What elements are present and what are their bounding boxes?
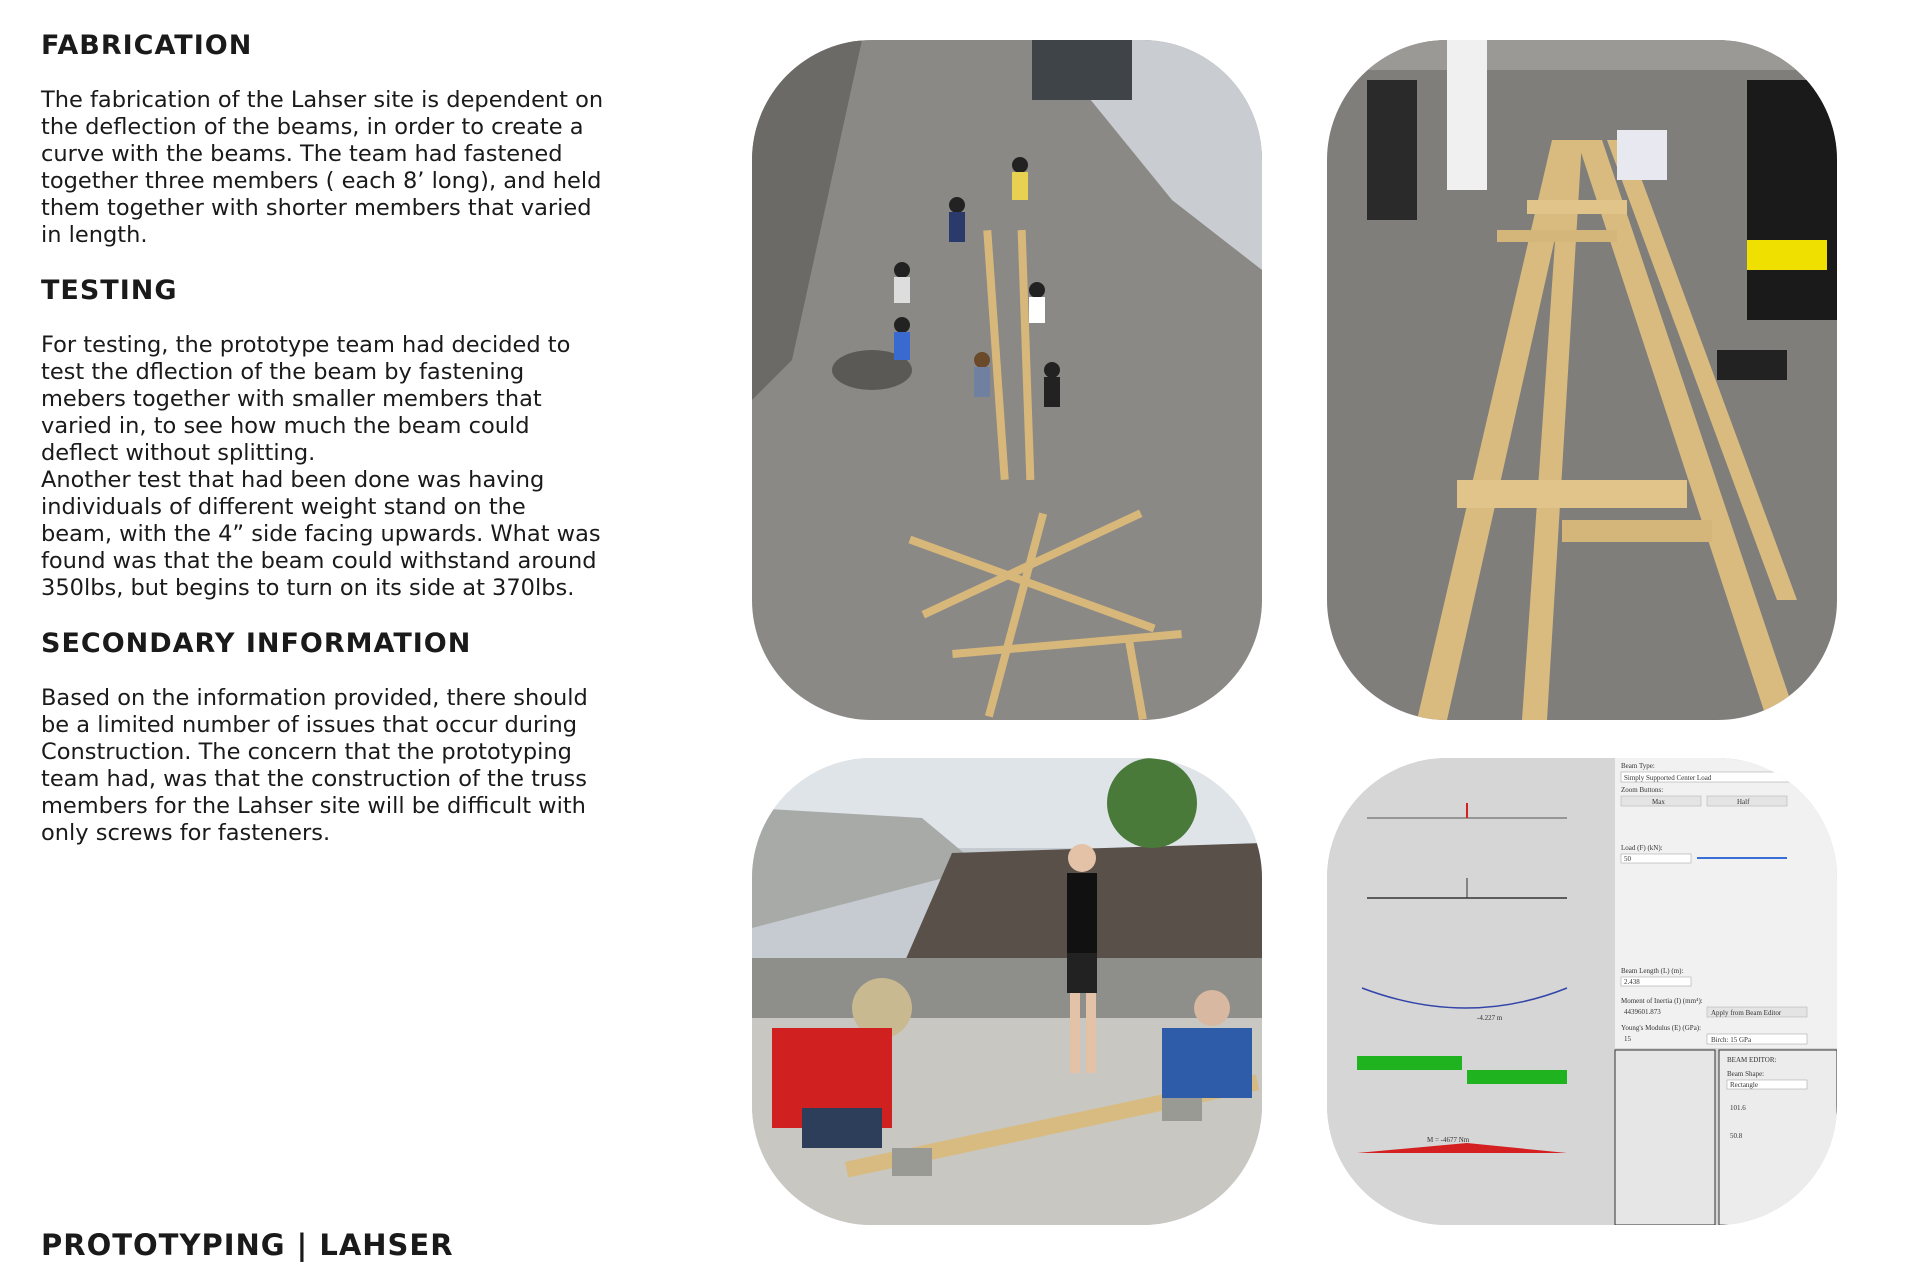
svg-text:Birch: 15 GPa: Birch: 15 GPa: [1711, 1036, 1752, 1044]
secondary-info-heading: SECONDARY INFORMATION: [41, 628, 472, 659]
svg-text:BEAM EDITOR:: BEAM EDITOR:: [1727, 1056, 1777, 1064]
svg-text:Load (F) (kN):: Load (F) (kN):: [1621, 844, 1663, 852]
svg-text:Moment of Inertia (I) (mm⁴):: Moment of Inertia (I) (mm⁴):: [1621, 997, 1703, 1005]
testing-heading: TESTING: [41, 275, 178, 306]
beam-type-label: Beam Type:: [1621, 762, 1655, 770]
svg-text:50.8: 50.8: [1730, 1132, 1743, 1140]
secondary-info-body: Based on the information provided, there should be a limited number of issues that occur during Construction. The concern that the prototyping team had, was that the construction of the truss members for the Lahser site will be difficult with only screws for fasteners.: [41, 685, 588, 846]
svg-text:101.6: 101.6: [1730, 1104, 1746, 1112]
svg-text:Young's Modulus (E) (GPa):: Young's Modulus (E) (GPa):: [1621, 1024, 1702, 1032]
svg-text:Max: Max: [1652, 798, 1665, 806]
svg-text:Beam Shape:: Beam Shape:: [1727, 1070, 1765, 1078]
fabrication-heading: FABRICATION: [41, 30, 253, 61]
fabrication-body: The fabrication of the Lahser site is dependent on the deflection of the beams, in order to create a curve with the beams. The team had fastened together three members ( each 8’ long), and held them together with shorter members that varied in length.: [41, 87, 604, 248]
load-input[interactable]: [1621, 854, 1691, 863]
svg-text:Beam Length (L) (m):: Beam Length (L) (m):: [1621, 967, 1684, 975]
deflection-caption: -4.227 m: [1477, 1014, 1503, 1022]
svg-text:2.438: 2.438: [1624, 978, 1640, 986]
svg-text:4439601.873: 4439601.873: [1624, 1008, 1661, 1016]
svg-text:15: 15: [1624, 1035, 1631, 1043]
testing-body: For testing, the prototype team had decided to test the dflection of the beam by fastening mebers together with smaller members that varied in, to see how much the beam could deflect without splitting. Another test that had been done was having individuals of different weight stand on the beam, with the 4” side facing upwards. What was found was that the beam could withstand around 350lbs, but begins to turn on its side at 370lbs.: [41, 332, 601, 601]
svg-text:Apply from Beam Editor: Apply from Beam Editor: [1711, 1009, 1782, 1017]
svg-text:Rectangle: Rectangle: [1730, 1081, 1758, 1089]
svg-text:Zoom Buttons:: Zoom Buttons:: [1621, 786, 1664, 794]
svg-text:Simply Supported Center Load: Simply Supported Center Load: [1624, 774, 1712, 782]
moment-caption: M = -4677 Nm: [1427, 1136, 1470, 1144]
svg-text:50: 50: [1624, 855, 1631, 863]
page-footer-title: PROTOTYPING | LAHSER: [41, 1228, 454, 1262]
beam-calculator-screenshot: [1327, 758, 1837, 1225]
text-column: [41, 30, 621, 873]
photo-truss-closeup: [1327, 40, 1837, 720]
photo-aerial-team-assembly: [752, 40, 1262, 720]
photo-beam-load-test: [752, 758, 1262, 1225]
svg-text:Half: Half: [1737, 798, 1750, 806]
